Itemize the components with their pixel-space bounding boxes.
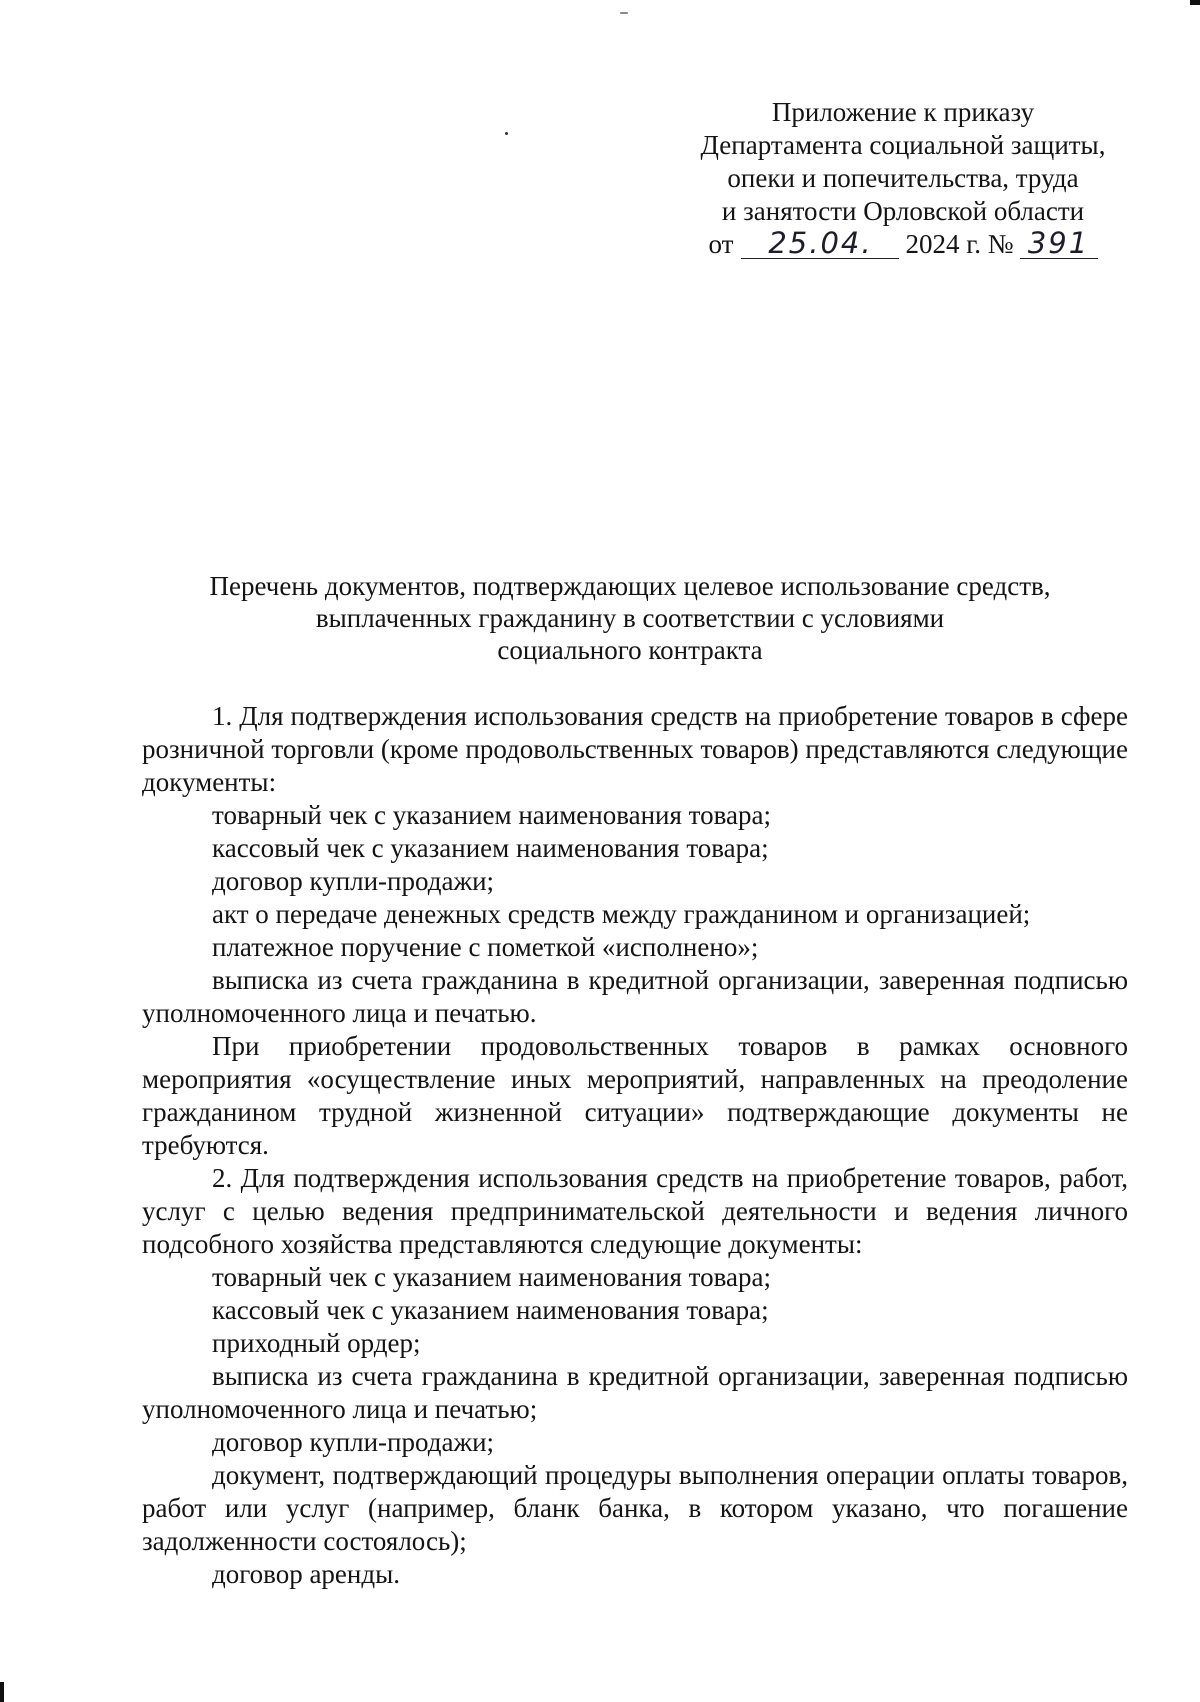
title-line: социального контракта	[497, 635, 763, 665]
scan-speck	[505, 132, 508, 135]
section1-intro: 1. Для подтверждения использования средств на приобретение товаров в сфере розничной торговли (кроме продовольственных товаров) представляются следующие документы:	[142, 701, 1128, 797]
appendix-line: и занятости Орловской области	[721, 196, 1085, 226]
section1-note: При приобретении продовольственных товаров в рамках основного мероприятия «осуществление иных мероприятий, направленных на преодоление гражданином трудной жизненной ситуации» подтверждающие документы не требуются.	[142, 1031, 1128, 1160]
section2-item: выписка из счета гражданина в кредитной организации, заверенная подписью уполномоченного лица и печатью;	[142, 1361, 1128, 1424]
appendix-header	[668, 96, 1138, 261]
year-text: 2024 г. №	[905, 229, 1014, 259]
section2-intro: 2. Для подтверждения использования средств на приобретение товаров, работ, услуг с целью ведения предпринимательской деятельности и ведения личного подсобного хозяйства представляются следующие документы:	[142, 1163, 1128, 1259]
order-date-line	[668, 228, 1138, 261]
scan-speck	[620, 12, 628, 14]
appendix-line: опеки и попечительства, труда	[727, 163, 1079, 193]
title-line: Перечень документов, подтверждающих целевое использование средств,	[209, 571, 1051, 601]
date-prefix: от	[708, 229, 734, 259]
document-title	[130, 570, 1130, 666]
section2-item: кассовый чек с указанием наименования товара;	[212, 1295, 769, 1325]
section2-item: товарный чек с указанием наименования товара;	[212, 1262, 771, 1292]
scan-edge-mark	[1190, 0, 1200, 5]
section1-item: платежное поручение с пометкой «исполнено»;	[212, 932, 759, 962]
appendix-line: Приложение к приказу	[771, 97, 1035, 127]
section1-item: товарный чек с указанием наименования товара;	[212, 800, 771, 830]
section1-item: кассовый чек с указанием наименования товара;	[212, 833, 769, 863]
section2-item: договор аренды.	[212, 1559, 400, 1589]
title-line: выплаченных гражданину в соответствии с условиями	[315, 603, 945, 633]
handwritten-date: 25.04.	[741, 228, 899, 259]
section2-item: приходный ордер;	[212, 1328, 421, 1358]
section2-item: договор купли-продажи;	[212, 1427, 495, 1457]
scan-edge-mark	[0, 1682, 4, 1702]
section1-item: выписка из счета гражданина в кредитной организации, заверенная подписью уполномоченного лица и печатью.	[142, 965, 1128, 1028]
appendix-line: Департамента социальной защиты,	[700, 130, 1106, 160]
section2-item: документ, подтверждающий процедуры выполнения операции оплаты товаров, работ или услуг (например, бланк банка, в котором указано, что погашение задолженности состоялось);	[142, 1460, 1128, 1556]
handwritten-order-number: 391	[1020, 228, 1098, 259]
section1-item: акт о передаче денежных средств между гражданином и организацией;	[212, 899, 1031, 929]
document-body	[142, 700, 1128, 1591]
section1-item: договор купли-продажи;	[212, 866, 495, 896]
